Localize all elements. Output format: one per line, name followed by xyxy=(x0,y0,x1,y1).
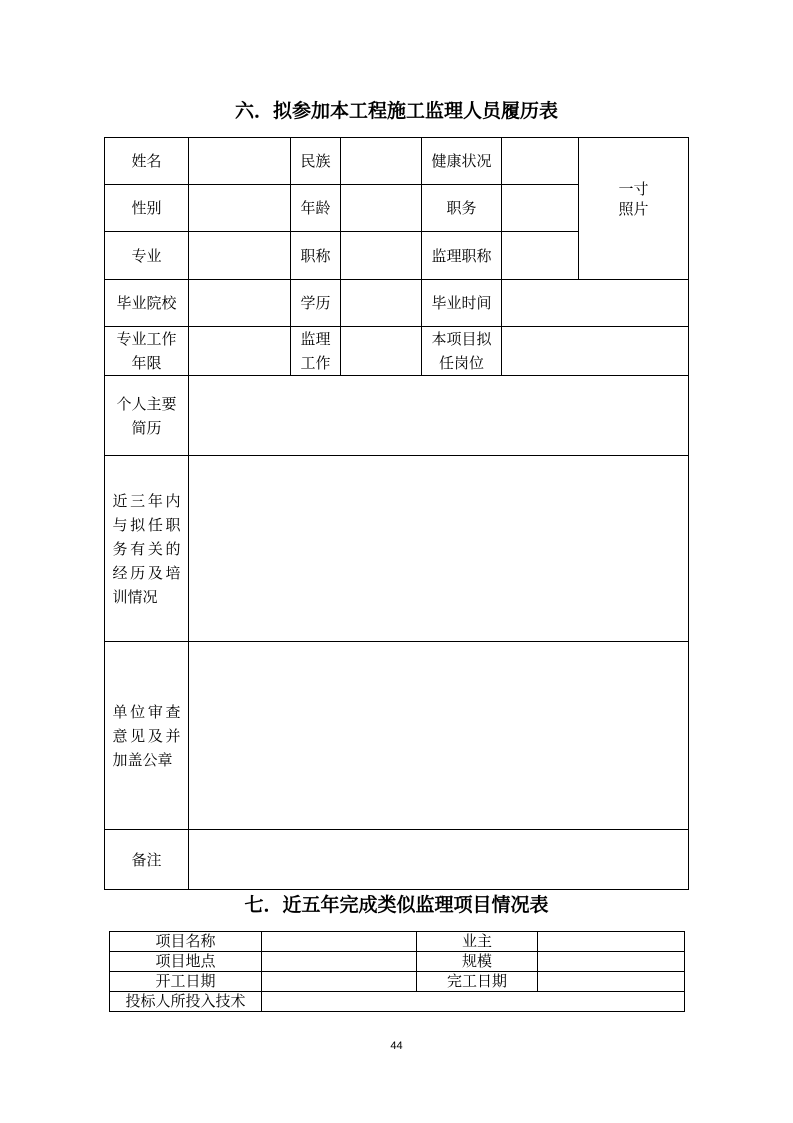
location-label: 项目地点 xyxy=(110,952,262,972)
proposed-post-label: 本项目拟任岗位 xyxy=(422,327,502,376)
school-field[interactable] xyxy=(189,280,291,327)
name-field[interactable] xyxy=(189,138,291,185)
review-label: 单位审查意见及并加盖公章 xyxy=(105,642,189,830)
age-field[interactable] xyxy=(341,185,422,232)
remarks-label: 备注 xyxy=(105,830,189,890)
project-name-label: 项目名称 xyxy=(110,932,262,952)
projects-table xyxy=(109,931,685,1012)
position-label: 职务 xyxy=(422,185,502,232)
resume-label: 个人主要简历 xyxy=(105,376,189,456)
review-field[interactable] xyxy=(189,642,689,830)
project-name-field[interactable] xyxy=(262,932,417,952)
title-rank-field[interactable] xyxy=(341,232,422,280)
photo-cell[interactable] xyxy=(579,138,689,280)
section7-title: 七．近五年完成类似监理项目情况表 xyxy=(244,894,549,916)
end-date-field[interactable] xyxy=(538,972,685,992)
education-field[interactable] xyxy=(341,280,422,327)
location-field[interactable] xyxy=(262,952,417,972)
experience-label: 近三年内与拟任职务有关的经历及培训情况 xyxy=(105,456,189,642)
scale-field[interactable] xyxy=(538,952,685,972)
supervision-work-field[interactable] xyxy=(341,327,422,376)
name-label: 姓名 xyxy=(105,138,189,185)
photo-label: 一寸照片 xyxy=(618,179,649,218)
section6-title: 六．拟参加本工程施工监理人员履历表 xyxy=(234,100,558,122)
tech-input-field[interactable] xyxy=(262,992,685,1012)
title-rank-label: 职称 xyxy=(291,232,341,280)
ethnicity-label: 民族 xyxy=(291,138,341,185)
gender-label: 性别 xyxy=(105,185,189,232)
education-label: 学历 xyxy=(291,280,341,327)
health-field[interactable] xyxy=(502,138,579,185)
remarks-field[interactable] xyxy=(189,830,689,890)
ethnicity-field[interactable] xyxy=(341,138,422,185)
supervision-title-field[interactable] xyxy=(502,232,579,280)
grad-time-field[interactable] xyxy=(502,280,689,327)
page-number: 44 xyxy=(390,1040,403,1052)
resume-field[interactable] xyxy=(189,376,689,456)
owner-field[interactable] xyxy=(538,932,685,952)
scale-label: 规模 xyxy=(417,952,538,972)
age-label: 年龄 xyxy=(291,185,341,232)
health-label: 健康状况 xyxy=(422,138,502,185)
tech-input-label: 投标人所投入技术 xyxy=(110,992,262,1012)
supervision-work-label: 监理工作 xyxy=(291,327,341,376)
proposed-post-field[interactable] xyxy=(502,327,689,376)
owner-label: 业主 xyxy=(417,932,538,952)
major-field[interactable] xyxy=(189,232,291,280)
start-date-field[interactable] xyxy=(262,972,417,992)
position-field[interactable] xyxy=(502,185,579,232)
end-date-label: 完工日期 xyxy=(417,972,538,992)
experience-field[interactable] xyxy=(189,456,689,642)
gender-field[interactable] xyxy=(189,185,291,232)
work-years-field[interactable] xyxy=(189,327,291,376)
major-label: 专业 xyxy=(105,232,189,280)
start-date-label: 开工日期 xyxy=(110,972,262,992)
supervision-title-label: 监理职称 xyxy=(422,232,502,280)
school-label: 毕业院校 xyxy=(105,280,189,327)
resume-table xyxy=(104,137,689,890)
grad-time-label: 毕业时间 xyxy=(422,280,502,327)
work-years-label: 专业工作年限 xyxy=(105,327,189,376)
